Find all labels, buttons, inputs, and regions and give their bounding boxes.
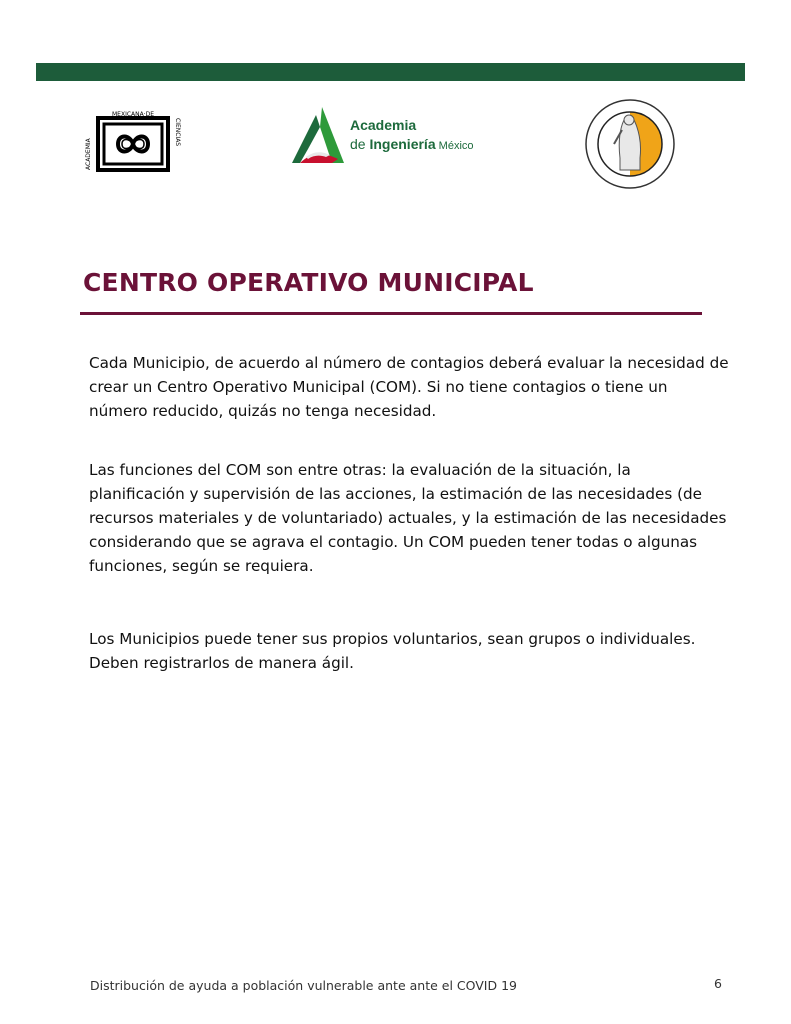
header-bar [36,63,745,81]
academia-de-ingenieria-logo [292,105,482,171]
page-number: 6 [714,976,722,991]
paragraph-2: Las funciones del COM son entre otras: la evaluación de la situación, la planificación y supervisión de las acciones, la estimación de las necesidades (de recursos materiales y de voluntariado) actuales, y la estimación de las necesidades considerando que se agrava el contagio. Un COM pueden tener todas o algunas funciones, según se requiera. [89,461,727,575]
ai-logo-line1: Academia [350,117,417,133]
title-underline [80,312,702,315]
svg-text:CIENCIAS: CIENCIAS [174,118,181,147]
academia-nacional-de-medicina-seal [584,98,676,190]
ai-logo-line2: de Ingeniería México [350,136,474,152]
svg-text:ACADEMIA: ACADEMIA [85,138,92,170]
paragraph-1: Cada Municipio, de acuerdo al número de contagios deberá evaluar la necesidad de crear un Centro Operativo Municipal (COM). Si no tiene contagios o tiene un número reducido, quizás no tenga necesidad. [89,354,729,420]
paragraph-3: Los Municipios puede tener sus propios voluntarios, sean grupos o individuales. Deben registrarlos de manera ágil. [89,630,696,672]
academia-mexicana-de-ciencias-logo [84,110,184,178]
page-title: CENTRO OPERATIVO MUNICIPAL [83,268,534,297]
footer-text: Distribución de ayuda a población vulnerable ante ante el COVID 19 [90,978,517,993]
svg-text:MEXICANA·DE: MEXICANA·DE [112,111,155,118]
